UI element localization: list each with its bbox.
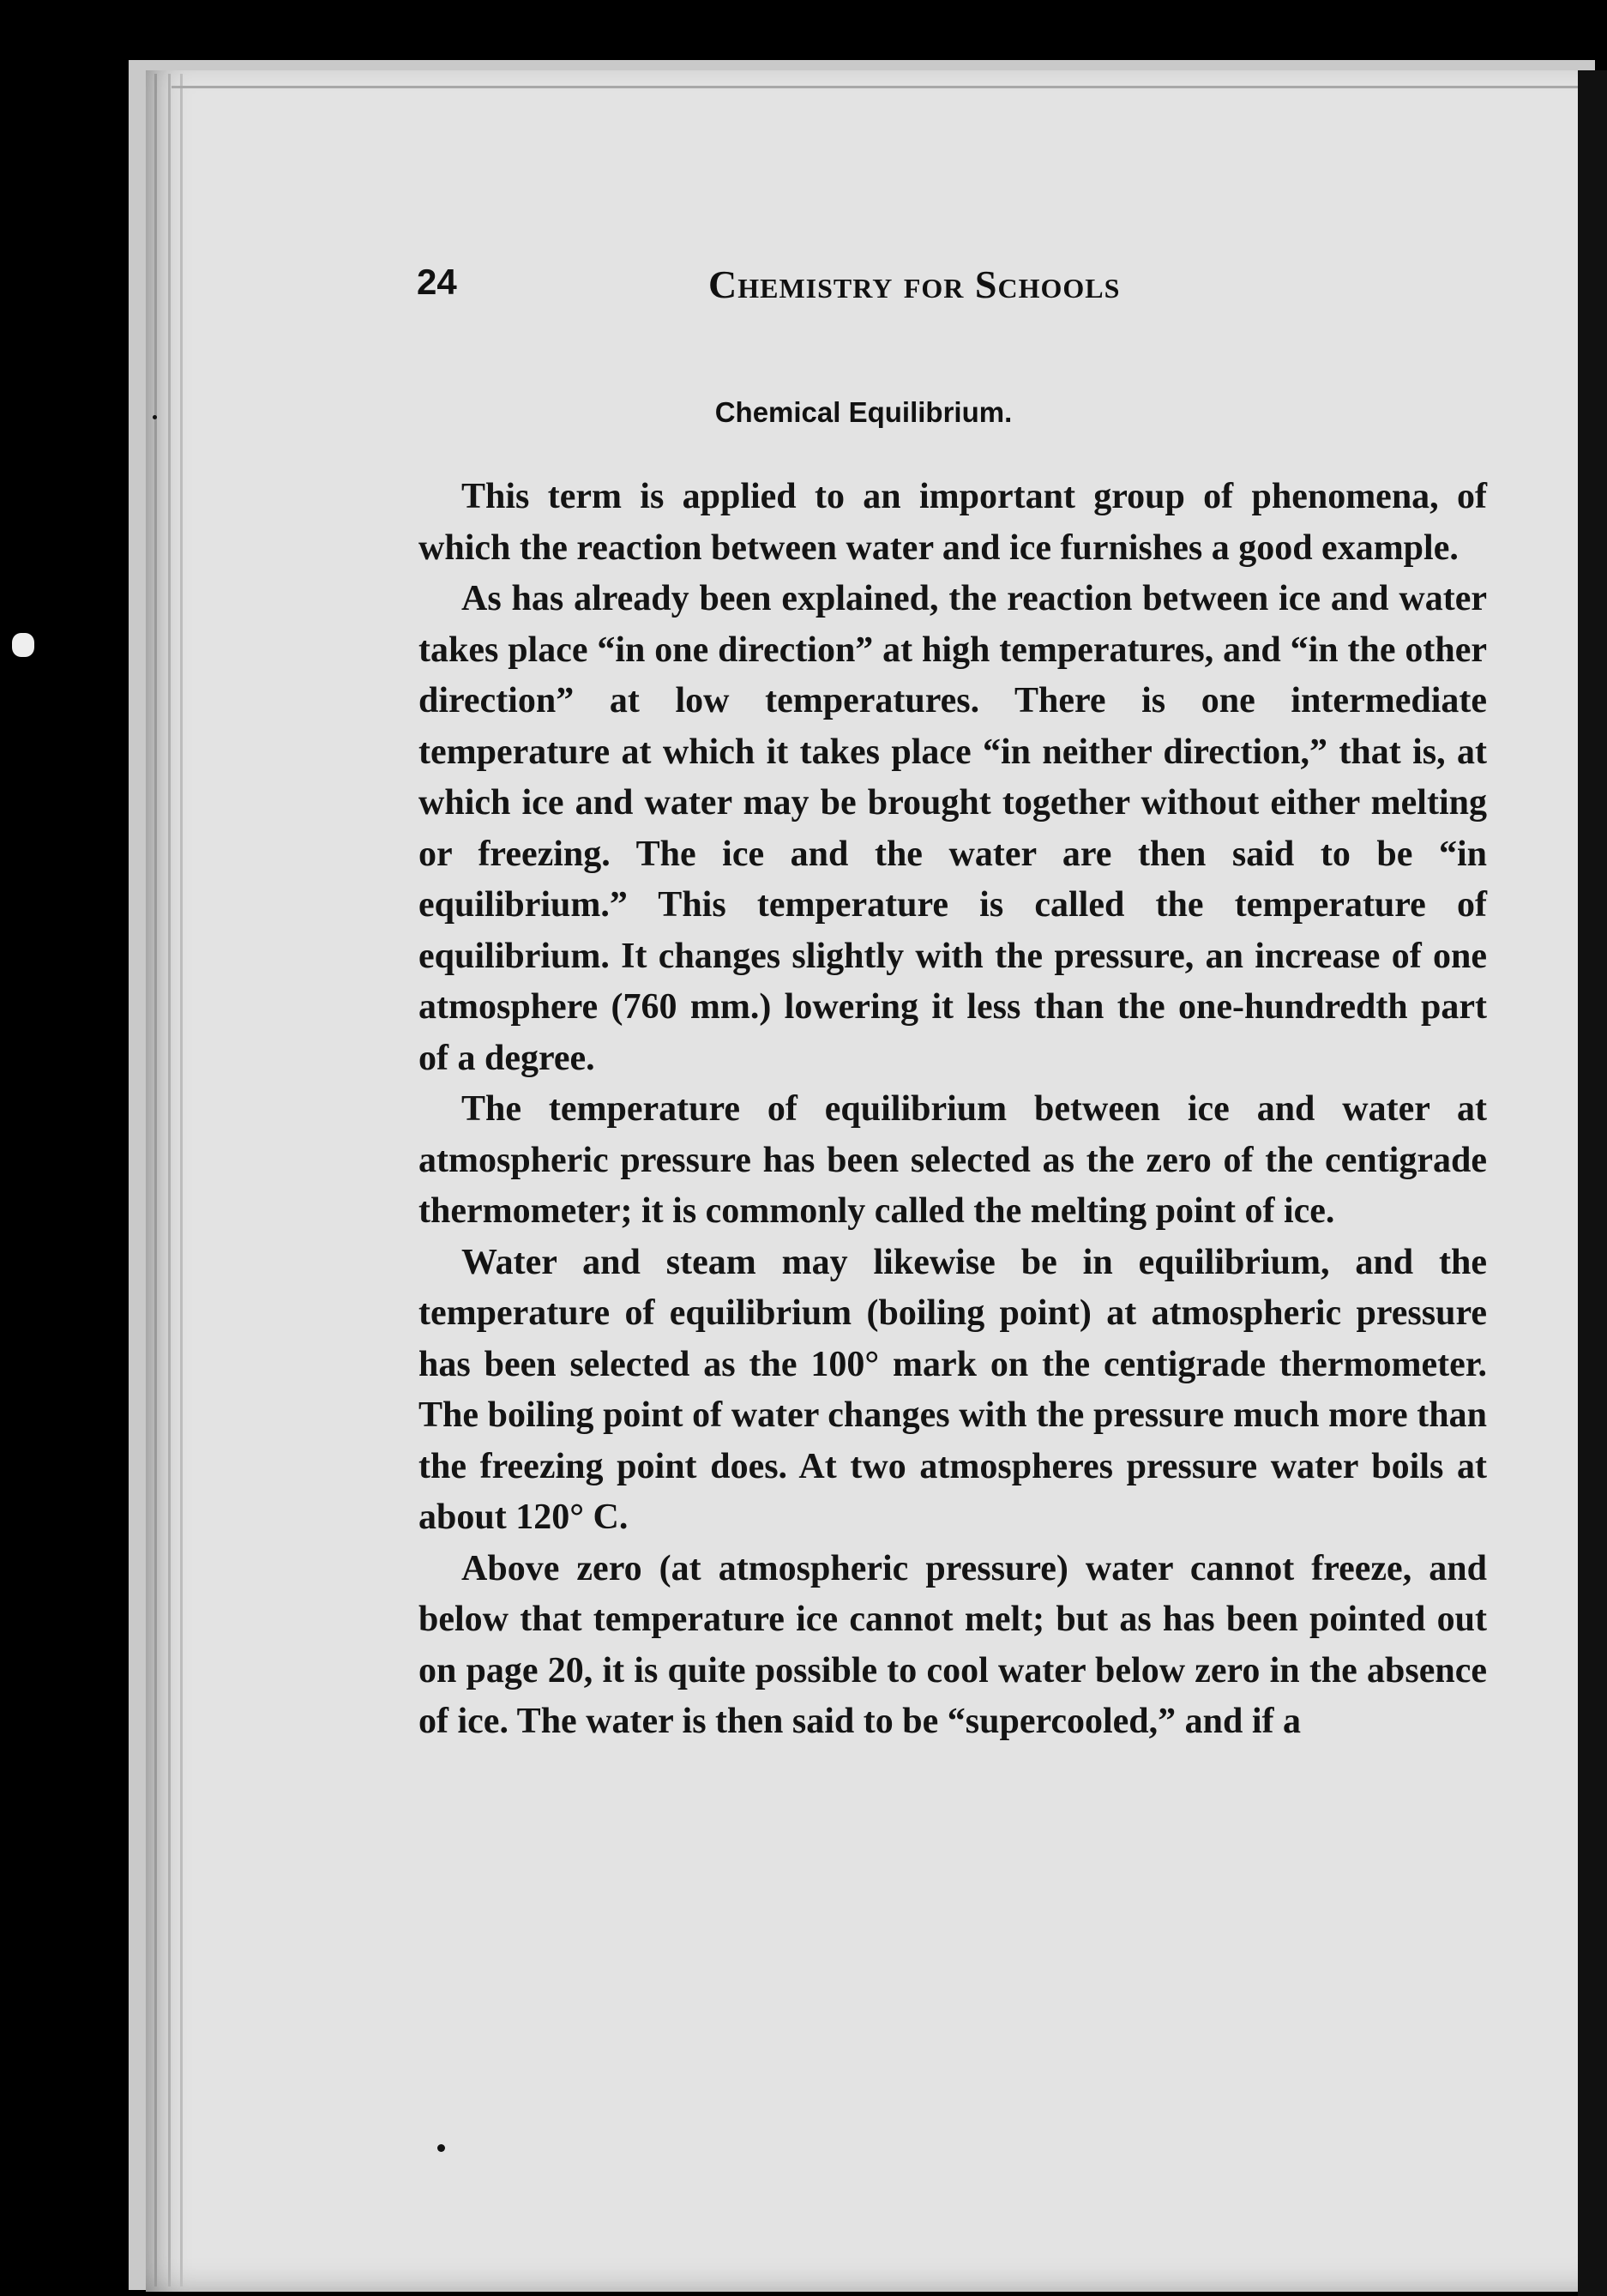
paragraph: As has already been explained, the reaction between ice and water takes place “in one direction” at high temperatures, and “in the other direction” at low temperatures. There is one intermediate temperature at which it takes place “in neither direction,” that is, at which ice and water may be brought together without either melting or freezing. The ice and the water are then said to be “in equilibrium.” This temperature is called the temperature of equilibrium. It changes slightly with the pressure, an increase of one atmosphere (760 mm.) lowering it less than the one-hundredth part of a degree. [418,579,1487,1078]
paragraph: Water and steam may likewise be in equilibrium, and the temperature of equilibrium (boiling point) at atmospheric pressure has been selected as the 100° mark on the centigrade thermometer. The boiling point of water changes with the pressure much more than the freezing point does. At two atmospheres pressure water boils at about 120° C. [418,1242,1487,1537]
scan-speck [12,633,34,657]
page-top-edge [172,86,1586,88]
page-number: 24 [417,262,457,302]
section-heading: Chemical Equilibrium. [714,396,1013,428]
running-head [417,262,1490,322]
paragraph: The temperature of equilibrium between ice and water at atmospheric pressure has been selected as the zero of the centigrade thermometer; it is commonly called the melting point of ice. [418,1089,1487,1231]
book-title: Chemistry for Schools [708,262,1121,306]
scan-speck [437,2144,445,2152]
body-text [418,472,1487,1748]
paragraph: Above zero (at atmospheric pressure) water cannot freeze, and below that temperature ice cannot melt; but as has been pointed out on page 20, it is quite possible to cool water below zero in the absence of ice. The water is then said to be “supercooled,” and if a [418,1548,1487,1741]
paragraph: This term is applied to an important group of phenomena, of which the reaction between water and ice furnishes a good example. [418,477,1487,568]
